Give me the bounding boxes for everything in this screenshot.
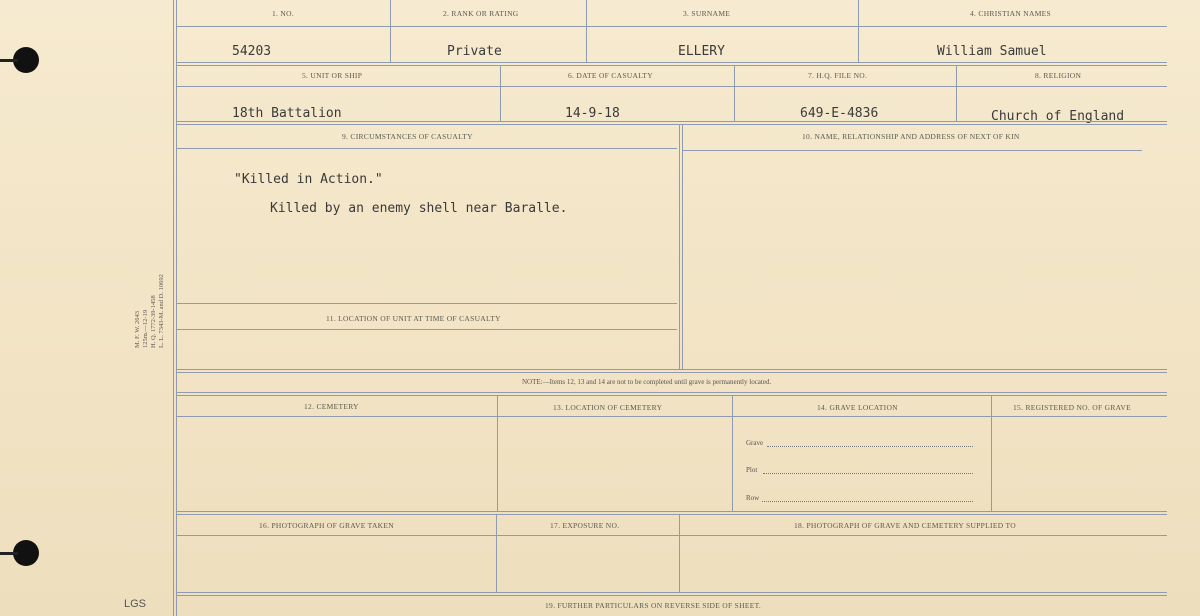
plot-dotted-line bbox=[763, 473, 973, 474]
form-code-line1: M. F. W. 2643 bbox=[134, 310, 141, 348]
unit-label: 5. UNIT OR SHIP bbox=[302, 71, 363, 80]
unit-value: 18th Battalion bbox=[232, 106, 342, 121]
archive-code: LGS bbox=[124, 598, 147, 610]
row-field-label: Row bbox=[746, 494, 760, 502]
christian-names-value: William Samuel bbox=[937, 44, 1047, 59]
form-code-line4: L. L. 7343-M. and D. 10692 bbox=[158, 274, 165, 348]
cemetery-label: 12. CEMETERY bbox=[304, 402, 359, 411]
hq-file-value: 649-E-4836 bbox=[800, 106, 879, 121]
form-code-line2: 125m.—12-19 bbox=[142, 309, 149, 348]
hq-file-label: 7. H.Q. FILE NO. bbox=[808, 71, 868, 80]
form-code bbox=[134, 274, 166, 348]
exposure-label: 17. EXPOSURE NO. bbox=[550, 521, 620, 530]
photo-supplied-label: 18. PHOTOGRAPH OF GRAVE AND CEMETERY SUPPLIED TO bbox=[794, 521, 1016, 530]
next-of-kin-label: 10. NAME, RELATIONSHIP AND ADDRESS OF NEXT OF KIN bbox=[802, 132, 1020, 141]
plot-field-label: Plot bbox=[746, 466, 758, 474]
location-cemetery-label: 13. LOCATION OF CEMETERY bbox=[553, 403, 663, 412]
grave-location-label: 14. GRAVE LOCATION bbox=[817, 403, 898, 412]
form-code-line3: H. Q. 1772-39-1458 bbox=[150, 295, 157, 348]
date-of-casualty-value: 14-9-18 bbox=[565, 106, 620, 121]
circumstances-line1: "Killed in Action." bbox=[234, 172, 383, 187]
grave-field-label: Grave bbox=[746, 439, 764, 447]
circumstances-label: 9. CIRCUMSTANCES OF CASUALTY bbox=[342, 132, 473, 141]
surname-value: ELLERY bbox=[678, 44, 725, 59]
no-label: 1. NO. bbox=[272, 9, 295, 18]
rank-label: 2. RANK OR RATING bbox=[443, 9, 519, 18]
circumstances-line2: Killed by an enemy shell near Baralle. bbox=[270, 201, 568, 216]
service-number: 54203 bbox=[232, 44, 272, 59]
punch-hole-top-tab bbox=[0, 59, 18, 62]
religion-label: 8. RELIGION bbox=[1035, 71, 1082, 80]
grave-dotted-line bbox=[767, 446, 973, 447]
location-unit-label: 11. LOCATION OF UNIT AT TIME OF CASUALTY bbox=[326, 314, 501, 323]
date-label: 6. DATE OF CASUALTY bbox=[568, 71, 654, 80]
row-dotted-line bbox=[762, 501, 973, 502]
note-text: NOTE:—Items 12, 13 and 14 are not to be completed until grave is permanently located. bbox=[522, 378, 772, 386]
rank-value: Private bbox=[447, 44, 502, 59]
further-particulars: 19. FURTHER PARTICULARS ON REVERSE SIDE OF SHEET. bbox=[545, 601, 762, 610]
punch-hole-bottom-tab bbox=[0, 552, 18, 555]
photo-taken-label: 16. PHOTOGRAPH OF GRAVE TAKEN bbox=[259, 521, 394, 530]
religion-value: Church of England bbox=[991, 109, 1125, 124]
registered-no-label: 15. REGISTERED NO. OF GRAVE bbox=[1013, 403, 1131, 412]
christian-names-label: 4. CHRISTIAN NAMES bbox=[970, 9, 1052, 18]
surname-label: 3. SURNAME bbox=[683, 9, 731, 18]
